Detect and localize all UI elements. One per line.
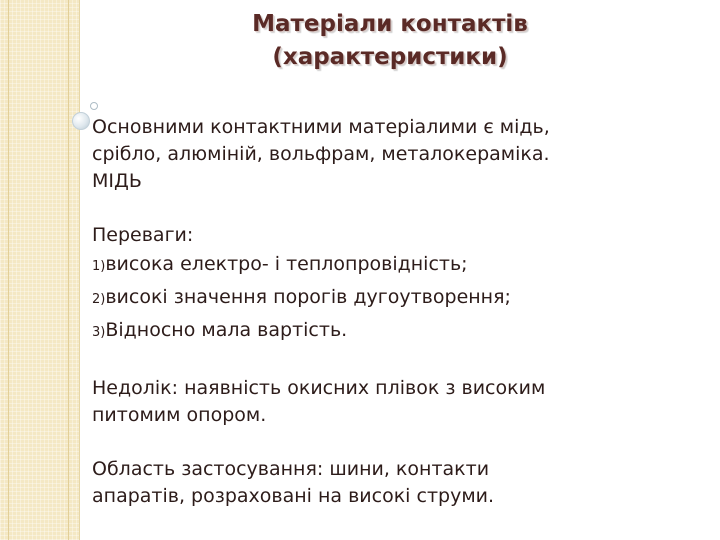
advantage-text: високі значення порогів дугоутворення; [105, 286, 511, 308]
decorative-sidebar [0, 0, 80, 540]
title-line-1: Матеріали контактів [252, 11, 528, 37]
drawback-line-2: питомим опором. [92, 404, 267, 426]
advantage-text: висока електро- і теплопровідність; [105, 253, 468, 275]
advantage-number: 3) [92, 325, 106, 340]
sidebar-stripe [68, 0, 69, 540]
slide-title [110, 8, 670, 74]
slide-body [92, 114, 702, 510]
advantage-item [92, 282, 702, 315]
title-line-2: (характеристики) [272, 44, 508, 70]
intro-line-2: срібло, алюміній, вольфрам, металокераміка. [92, 143, 550, 165]
advantage-number: 1) [92, 259, 106, 274]
intro-line-1: Основними контактними матеріалими є мідь, [92, 116, 550, 138]
advantage-item [92, 249, 702, 282]
sidebar-stripe [8, 0, 9, 540]
section-heading: МІДЬ [92, 170, 142, 192]
usage-line-2: апаратів, розраховані на високі струми. [92, 485, 495, 507]
usage-line-1: Область застосування: шини, контакти [92, 458, 490, 480]
advantage-number: 2) [92, 292, 106, 307]
circle-ornament-icon [72, 112, 90, 130]
advantages-label: Переваги: [92, 224, 194, 246]
advantage-item [92, 315, 702, 348]
drawback-line-1: Недолік: наявність окисних плівок з високим [92, 377, 546, 399]
advantage-text: Відносно мала вартість. [105, 319, 348, 341]
small-circle-ornament-icon [90, 102, 98, 110]
